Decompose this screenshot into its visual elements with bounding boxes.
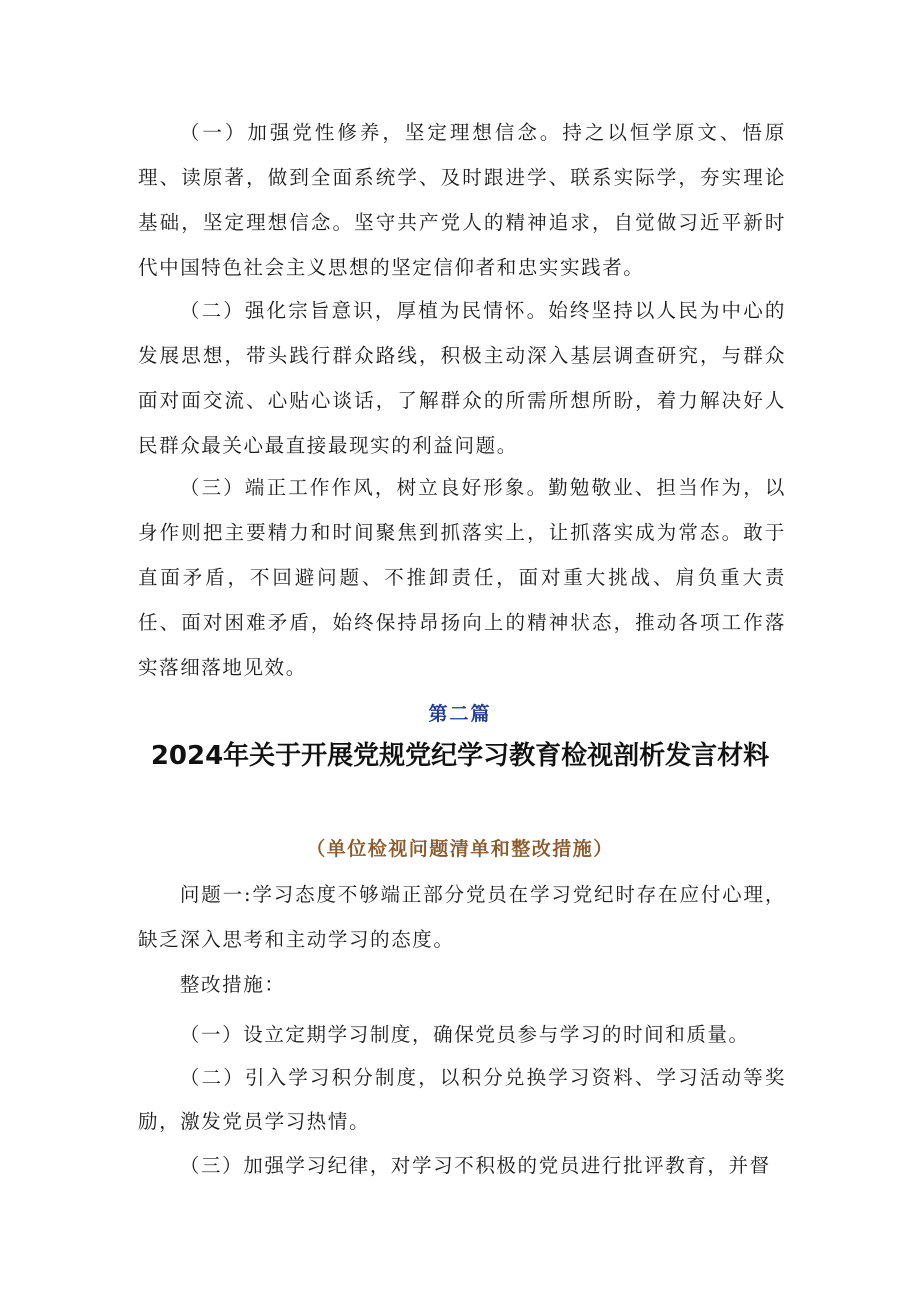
measures-label: 整改措施：: [179, 973, 286, 996]
document-subtitle: （单位检视问题清单和整改措施）: [306, 838, 614, 860]
paragraph-strengthen-party-spirit: （一）加强党性修养，坚定理想信念。持之以恒学原文、悟原理、读原著，做到全面系统学、及时跟进学、联系实际学，夯实理论基础，坚定理想信念。坚守共产党人的精神追求，自觉做习近平新时代中国特色社会主义思想的坚定信仰者和忠实实践者。: [138, 121, 786, 279]
paragraph-purpose-awareness: （二）强化宗旨意识，厚植为民情怀。始终坚持以人民为中心的发展思想，带头践行群众路线，积极主动深入基层调查研究，与群众面对面交流、心贴心谈话，了解群众的所需所想所盼，着力解决好人民群众最关心最直接最现实的利益问题。: [138, 299, 786, 457]
section-label: 第二篇: [428, 703, 492, 725]
measure-item-1: （一）设立定期学习制度，确保党员参与学习的时间和质量。: [179, 1023, 750, 1046]
problem-one-paragraph: 问题一:学习态度不够端正部分党员在学习党纪时存在应付心理，缺乏深入思考和主动学习的态度。: [138, 883, 786, 951]
measure-item-3: （三）加强学习纪律，对学习不积极的党员进行批评教育，并督: [179, 1154, 771, 1177]
document-title: 2024年关于开展党规党纪学习教育检视剖析发言材料: [150, 741, 770, 771]
measure-item-2: （二）引入学习积分制度，以积分兑换学习资料、学习活动等奖励，激发党员学习热情。: [138, 1066, 786, 1133]
paragraph-work-style: （三）端正工作作风，树立良好形象。勤勉敬业、担当作为，以身作则把主要精力和时间聚焦到抓落实上，让抓落实成为常态。敢于直面矛盾，不回避问题、不推卸责任，面对重大挑战、肩负重大责任、面对困难矛盾，始终保持昂扬向上的精神状态，推动各项工作落实落细落地见效。: [138, 476, 786, 679]
